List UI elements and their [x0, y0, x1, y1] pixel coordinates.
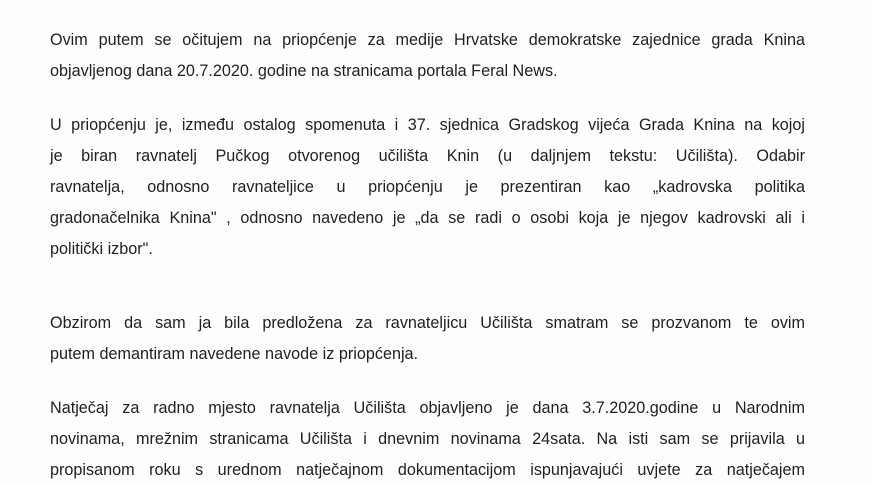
- text-line: objavljenog dana 20.7.2020. godine na stranicama portala Feral News.: [50, 62, 558, 80]
- text-line: gradonačelnika Knina" , odnosno navedeno je „da se radi o osobi koja je njegov kadrovski ali i: [50, 209, 805, 227]
- text-line: U priopćenju je, između ostalog spomenuta i 37. sjednica Gradskog vijeća Grada Knina na kojoj: [50, 116, 805, 134]
- text-line: propisanom roku s urednom natječajnom dokumentacijom ispunjavajući uvjete za natječajem: [50, 461, 805, 479]
- paragraph-2: [50, 110, 805, 265]
- text-line: Natječaj za radno mjesto ravnatelja Učilišta objavljeno je dana 3.7.2020.godine u Narodnim: [50, 399, 805, 417]
- text-line: politički izbor".: [50, 240, 153, 258]
- paragraph-4: [50, 393, 805, 485]
- text-line: putem demantiram navedene navode iz priopćenja.: [50, 345, 419, 363]
- text-line: Ovim putem se očitujem na priopćenje za medije Hrvatske demokratske zajednice grada Knina: [50, 31, 805, 49]
- text-line: je biran ravnatelj Pučkog otvorenog učilišta Knin (u daljnjem tekstu: Učilišta). Odabir: [50, 147, 805, 165]
- text-line: Obzirom da sam ja bila predložena za ravnateljicu Učilišta smatram se prozvanom te ovim: [50, 314, 805, 332]
- text-line: novinama, mrežnim stranicama Učilišta i dnevnim novinama 24sata. Na isti sam se prijavila u: [50, 430, 805, 448]
- paragraph-1: [50, 25, 805, 87]
- text-line: ravnatelja, odnosno ravnateljice u priopćenju je prezentiran kao „kadrovska politika: [50, 178, 805, 196]
- paragraph-3: [50, 308, 805, 370]
